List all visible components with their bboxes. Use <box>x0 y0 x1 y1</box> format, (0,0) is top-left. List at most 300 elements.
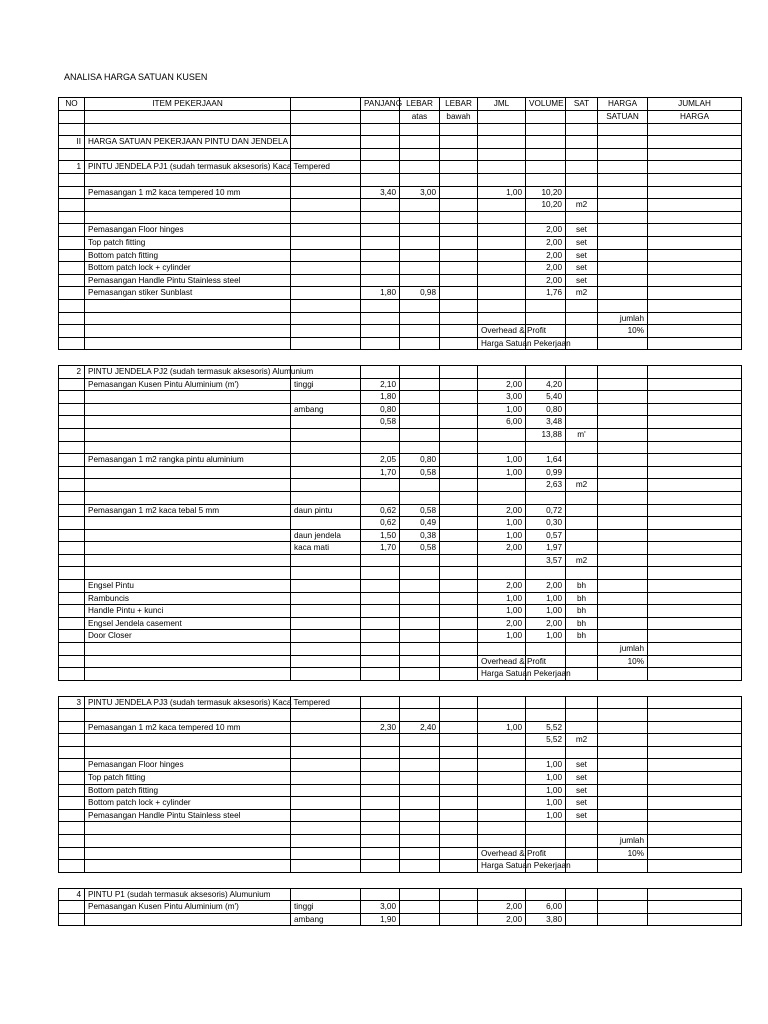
cell-lebar-bawah <box>440 913 478 926</box>
cell-jml <box>478 262 526 275</box>
cell-sat <box>566 416 598 429</box>
cell-lebar-bawah <box>440 123 478 136</box>
cell-lebar-atas <box>400 378 440 391</box>
cell-no <box>59 592 85 605</box>
cell-sub <box>291 312 361 325</box>
cell-harga-satuan <box>598 136 648 149</box>
cell-volume: VOLUME <box>526 98 566 111</box>
cell-panjang <box>361 655 400 668</box>
cell-jml <box>478 567 526 580</box>
table-row <box>59 224 742 237</box>
table-row <box>59 901 742 914</box>
cell-harga-satuan <box>598 224 648 237</box>
cell-sub <box>291 784 361 797</box>
cell-jml <box>478 274 526 287</box>
cell-sat <box>566 365 598 378</box>
cell-no <box>59 529 85 542</box>
table-row <box>59 148 742 161</box>
cell-jml <box>478 784 526 797</box>
section-gap <box>58 681 741 696</box>
cell-jumlah-harga <box>648 822 742 835</box>
cell-lebar-atas <box>400 847 440 860</box>
cell-panjang <box>361 643 400 656</box>
cell-sat <box>566 312 598 325</box>
cell-volume: 0,99 <box>526 466 566 479</box>
cell-no <box>59 668 85 681</box>
cell-jumlah-harga <box>648 643 742 656</box>
cell-panjang <box>361 111 400 124</box>
cell-sub <box>291 580 361 593</box>
cell-jml <box>478 822 526 835</box>
cell-item <box>85 643 291 656</box>
cell-lebar-bawah <box>440 809 478 822</box>
cell-sub <box>291 668 361 681</box>
cell-lebar-atas <box>400 249 440 262</box>
cell-sat: bh <box>566 630 598 643</box>
cell-lebar-bawah <box>440 224 478 237</box>
cell-lebar-atas <box>400 325 440 338</box>
cell-jml: Overhead & Profit <box>478 655 526 668</box>
cell-harga-satuan: jumlah <box>598 643 648 656</box>
table-row <box>59 655 742 668</box>
cell-item <box>85 173 291 186</box>
cell-lebar-bawah <box>440 365 478 378</box>
cell-item <box>85 299 291 312</box>
cell-jml: 1,00 <box>478 592 526 605</box>
cell-jml: 2,00 <box>478 378 526 391</box>
cell-sat <box>566 466 598 479</box>
cell-jml: Overhead & Profit <box>478 847 526 860</box>
cell-harga-satuan <box>598 236 648 249</box>
cell-lebar-atas <box>400 173 440 186</box>
cell-sub <box>291 888 361 901</box>
cell-no <box>59 617 85 630</box>
cell-lebar-atas <box>400 391 440 404</box>
cell-lebar-atas: 0,58 <box>400 542 440 555</box>
cell-harga-satuan <box>598 784 648 797</box>
cell-panjang: 1,70 <box>361 466 400 479</box>
cell-lebar-atas <box>400 274 440 287</box>
cell-sub: daun jendela <box>291 529 361 542</box>
cell-sat <box>566 403 598 416</box>
cell-jml: 2,00 <box>478 504 526 517</box>
table-row <box>59 668 742 681</box>
cell-jumlah-harga <box>648 746 742 759</box>
cell-jumlah-harga <box>648 605 742 618</box>
cell-sat <box>566 136 598 149</box>
cell-item: PINTU P1 (sudah termasuk aksesoris) Alumunium <box>85 888 291 901</box>
cell-panjang <box>361 580 400 593</box>
cell-item: HARGA SATUAN PEKERJAAN PINTU DAN JENDELA <box>85 136 291 149</box>
cell-sat <box>566 441 598 454</box>
cell-lebar-atas <box>400 605 440 618</box>
cell-sub <box>291 466 361 479</box>
cell-sub <box>291 491 361 504</box>
cell-sub <box>291 630 361 643</box>
cell-no <box>59 262 85 275</box>
cell-sat: SAT <box>566 98 598 111</box>
table-row <box>59 491 742 504</box>
cell-lebar-atas <box>400 236 440 249</box>
cell-volume: 5,52 <box>526 734 566 747</box>
cell-lebar-atas <box>400 822 440 835</box>
cell-sub <box>291 709 361 722</box>
cell-sat: set <box>566 759 598 772</box>
cell-panjang: 1,80 <box>361 287 400 300</box>
cell-lebar-atas <box>400 567 440 580</box>
cell-lebar-bawah <box>440 391 478 404</box>
cell-lebar-bawah <box>440 325 478 338</box>
cell-item: Engsel Jendela casement <box>85 617 291 630</box>
cell-jml: 1,00 <box>478 186 526 199</box>
cell-lebar-bawah <box>440 696 478 709</box>
cell-sub <box>291 847 361 860</box>
document-title: ANALISA HARGA SATUAN KUSEN <box>64 72 208 82</box>
cell-volume <box>526 299 566 312</box>
cell-jumlah-harga <box>648 529 742 542</box>
cell-lebar-atas <box>400 211 440 224</box>
cell-harga-satuan <box>598 504 648 517</box>
cell-sub <box>291 123 361 136</box>
cell-jml <box>478 428 526 441</box>
cell-sub <box>291 554 361 567</box>
cell-jumlah-harga <box>648 655 742 668</box>
cell-item <box>85 441 291 454</box>
table-row <box>59 835 742 848</box>
cell-sub <box>291 211 361 224</box>
cell-jml <box>478 299 526 312</box>
cell-lebar-bawah <box>440 734 478 747</box>
cell-no <box>59 822 85 835</box>
cell-item <box>85 428 291 441</box>
table-row <box>59 529 742 542</box>
cell-no <box>59 428 85 441</box>
cell-panjang <box>361 491 400 504</box>
cell-no <box>59 772 85 785</box>
cell-panjang <box>361 835 400 848</box>
cell-volume: 10,20 <box>526 199 566 212</box>
cell-sub <box>291 416 361 429</box>
cell-no: 1 <box>59 161 85 174</box>
cell-harga-satuan <box>598 709 648 722</box>
cell-jumlah-harga <box>648 441 742 454</box>
cell-jml <box>478 236 526 249</box>
cell-harga-satuan <box>598 428 648 441</box>
cell-jumlah-harga <box>648 517 742 530</box>
cell-item: Pemasangan Handle Pintu Stainless steel <box>85 809 291 822</box>
cell-item <box>85 111 291 124</box>
cell-sat <box>566 696 598 709</box>
cell-lebar-bawah <box>440 378 478 391</box>
cell-lebar-bawah <box>440 173 478 186</box>
cell-volume <box>526 136 566 149</box>
cell-sat <box>566 709 598 722</box>
cell-harga-satuan <box>598 466 648 479</box>
cell-sat <box>566 161 598 174</box>
cell-sub <box>291 199 361 212</box>
cell-sub: tinggi <box>291 378 361 391</box>
cell-lebar-atas <box>400 913 440 926</box>
cell-sub <box>291 299 361 312</box>
cell-lebar-bawah <box>440 491 478 504</box>
table-row <box>59 454 742 467</box>
cell-item <box>85 847 291 860</box>
cell-item <box>85 517 291 530</box>
cell-jumlah-harga <box>648 211 742 224</box>
cell-item <box>85 466 291 479</box>
cell-lebar-bawah <box>440 835 478 848</box>
cell-sat <box>566 643 598 656</box>
cell-lebar-bawah <box>440 901 478 914</box>
cell-lebar-atas <box>400 479 440 492</box>
cell-harga-satuan: HARGA <box>598 98 648 111</box>
cell-sub <box>291 592 361 605</box>
cell-no <box>59 746 85 759</box>
cell-jml <box>478 148 526 161</box>
cell-harga-satuan <box>598 554 648 567</box>
cell-lebar-bawah <box>440 643 478 656</box>
cell-harga-satuan <box>598 173 648 186</box>
cell-item <box>85 655 291 668</box>
cell-volume <box>526 643 566 656</box>
cell-harga-satuan <box>598 696 648 709</box>
cell-item <box>85 148 291 161</box>
table-row <box>59 403 742 416</box>
table-row <box>59 784 742 797</box>
table-row <box>59 378 742 391</box>
cell-sat <box>566 391 598 404</box>
cell-volume: 1,97 <box>526 542 566 555</box>
cell-lebar-atas <box>400 835 440 848</box>
cell-sub <box>291 617 361 630</box>
cell-sat <box>566 111 598 124</box>
cell-harga-satuan <box>598 454 648 467</box>
cell-sat: bh <box>566 592 598 605</box>
table-row <box>59 416 742 429</box>
cell-jml <box>478 287 526 300</box>
cell-jumlah-harga <box>648 772 742 785</box>
cell-no <box>59 274 85 287</box>
cell-harga-satuan <box>598 491 648 504</box>
cell-jml: Harga Satuan Pekerjaan <box>478 668 526 681</box>
cell-item: Handle Pintu + kunci <box>85 605 291 618</box>
cell-item <box>85 822 291 835</box>
cell-lebar-bawah: LEBAR <box>440 98 478 111</box>
cell-lebar-atas <box>400 199 440 212</box>
cell-lebar-bawah <box>440 274 478 287</box>
cell-no <box>59 299 85 312</box>
cell-jumlah-harga <box>648 236 742 249</box>
cell-sub <box>291 325 361 338</box>
cell-jumlah-harga <box>648 428 742 441</box>
cell-harga-satuan <box>598 378 648 391</box>
cell-sub <box>291 236 361 249</box>
table-row <box>59 567 742 580</box>
cell-item: Engsel Pintu <box>85 580 291 593</box>
cell-jml <box>478 809 526 822</box>
cell-panjang <box>361 822 400 835</box>
cell-no <box>59 605 85 618</box>
cell-harga-satuan <box>598 721 648 734</box>
cell-item <box>85 734 291 747</box>
cell-item: Pemasangan 1 m2 rangka pintu aluminium <box>85 454 291 467</box>
table-row <box>59 337 742 350</box>
cell-panjang: 0,62 <box>361 504 400 517</box>
cell-no <box>59 312 85 325</box>
cell-volume <box>526 696 566 709</box>
cell-panjang <box>361 365 400 378</box>
cell-sub <box>291 224 361 237</box>
cell-lebar-atas <box>400 772 440 785</box>
cell-sat <box>566 721 598 734</box>
cell-harga-satuan <box>598 592 648 605</box>
cell-jumlah-harga <box>648 123 742 136</box>
cell-lebar-atas <box>400 734 440 747</box>
cell-sat <box>566 454 598 467</box>
cell-lebar-atas <box>400 299 440 312</box>
cell-no <box>59 913 85 926</box>
cell-no <box>59 504 85 517</box>
cell-volume: 2,00 <box>526 274 566 287</box>
cell-jumlah-harga <box>648 161 742 174</box>
cell-volume: 2,00 <box>526 249 566 262</box>
cell-no <box>59 123 85 136</box>
cell-sat <box>566 746 598 759</box>
cell-lebar-atas <box>400 809 440 822</box>
table-row <box>59 299 742 312</box>
cell-volume: 2,63 <box>526 479 566 492</box>
cell-no: NO <box>59 98 85 111</box>
cell-item <box>85 835 291 848</box>
cell-no <box>59 643 85 656</box>
cell-sub <box>291 772 361 785</box>
cell-sat: set <box>566 784 598 797</box>
cell-jml <box>478 441 526 454</box>
cell-no: 4 <box>59 888 85 901</box>
cell-jml <box>478 734 526 747</box>
cell-item: Pemasangan Kusen Pintu Aluminium (m') <box>85 901 291 914</box>
cell-sub <box>291 835 361 848</box>
cell-lebar-bawah <box>440 199 478 212</box>
cell-lebar-atas <box>400 136 440 149</box>
cell-lebar-atas: 0,98 <box>400 287 440 300</box>
table-row <box>59 365 742 378</box>
table-row <box>59 734 742 747</box>
cell-jumlah-harga <box>648 759 742 772</box>
cell-jumlah-harga <box>648 479 742 492</box>
cell-volume <box>526 365 566 378</box>
cell-lebar-atas <box>400 262 440 275</box>
cell-volume: 1,00 <box>526 759 566 772</box>
cell-sub <box>291 797 361 810</box>
cell-jumlah-harga <box>648 860 742 873</box>
cell-volume <box>526 111 566 124</box>
cell-jumlah-harga <box>648 567 742 580</box>
cell-no <box>59 186 85 199</box>
cell-no <box>59 860 85 873</box>
cell-no <box>59 655 85 668</box>
cell-panjang <box>361 709 400 722</box>
cell-lebar-bawah <box>440 554 478 567</box>
cell-item: Pemasangan Handle Pintu Stainless steel <box>85 274 291 287</box>
cell-sub <box>291 822 361 835</box>
cell-sat <box>566 186 598 199</box>
cell-lebar-bawah <box>440 592 478 605</box>
cell-no <box>59 173 85 186</box>
cell-jumlah-harga <box>648 491 742 504</box>
cell-sub <box>291 860 361 873</box>
cell-sub: daun pintu <box>291 504 361 517</box>
cell-lebar-atas <box>400 696 440 709</box>
cell-jumlah-harga <box>648 337 742 350</box>
cell-lebar-atas <box>400 643 440 656</box>
header-and-section-1 <box>58 97 742 350</box>
cell-item <box>85 491 291 504</box>
cell-jumlah-harga <box>648 504 742 517</box>
cell-sat <box>566 822 598 835</box>
cell-no <box>59 199 85 212</box>
cell-lebar-bawah <box>440 860 478 873</box>
cell-lebar-atas <box>400 784 440 797</box>
cell-lebar-bawah <box>440 236 478 249</box>
table-row <box>59 111 742 124</box>
cell-sub: ambang <box>291 913 361 926</box>
cell-panjang <box>361 860 400 873</box>
cell-item <box>85 913 291 926</box>
cell-panjang <box>361 337 400 350</box>
cell-lebar-bawah <box>440 148 478 161</box>
cell-item: Bottom patch lock + cylinder <box>85 262 291 275</box>
cell-panjang <box>361 668 400 681</box>
table-row <box>59 262 742 275</box>
cell-sub <box>291 746 361 759</box>
cell-jml <box>478 211 526 224</box>
cell-no <box>59 542 85 555</box>
cell-sub <box>291 479 361 492</box>
cell-jumlah-harga <box>648 173 742 186</box>
cell-no <box>59 491 85 504</box>
cell-harga-satuan: 10% <box>598 325 648 338</box>
cell-volume: 1,00 <box>526 809 566 822</box>
cell-no <box>59 479 85 492</box>
cell-volume <box>526 835 566 848</box>
cell-sub <box>291 173 361 186</box>
cell-lebar-bawah <box>440 605 478 618</box>
cell-harga-satuan: SATUAN <box>598 111 648 124</box>
cell-lebar-bawah <box>440 466 478 479</box>
cell-panjang: 2,30 <box>361 721 400 734</box>
cell-lebar-atas: 0,58 <box>400 466 440 479</box>
table-row <box>59 441 742 454</box>
cell-harga-satuan <box>598 734 648 747</box>
cell-lebar-bawah <box>440 709 478 722</box>
cell-jml: 1,00 <box>478 454 526 467</box>
cell-sub: tinggi <box>291 901 361 914</box>
section-gap <box>58 350 741 365</box>
cell-no <box>59 517 85 530</box>
cell-volume: 4,20 <box>526 378 566 391</box>
cell-lebar-bawah <box>440 299 478 312</box>
cell-panjang <box>361 888 400 901</box>
cell-lebar-atas <box>400 860 440 873</box>
table-row <box>59 287 742 300</box>
cell-jml: 2,00 <box>478 617 526 630</box>
cell-item <box>85 554 291 567</box>
cell-sub <box>291 605 361 618</box>
cell-harga-satuan <box>598 274 648 287</box>
table-row <box>59 274 742 287</box>
cell-harga-satuan <box>598 605 648 618</box>
